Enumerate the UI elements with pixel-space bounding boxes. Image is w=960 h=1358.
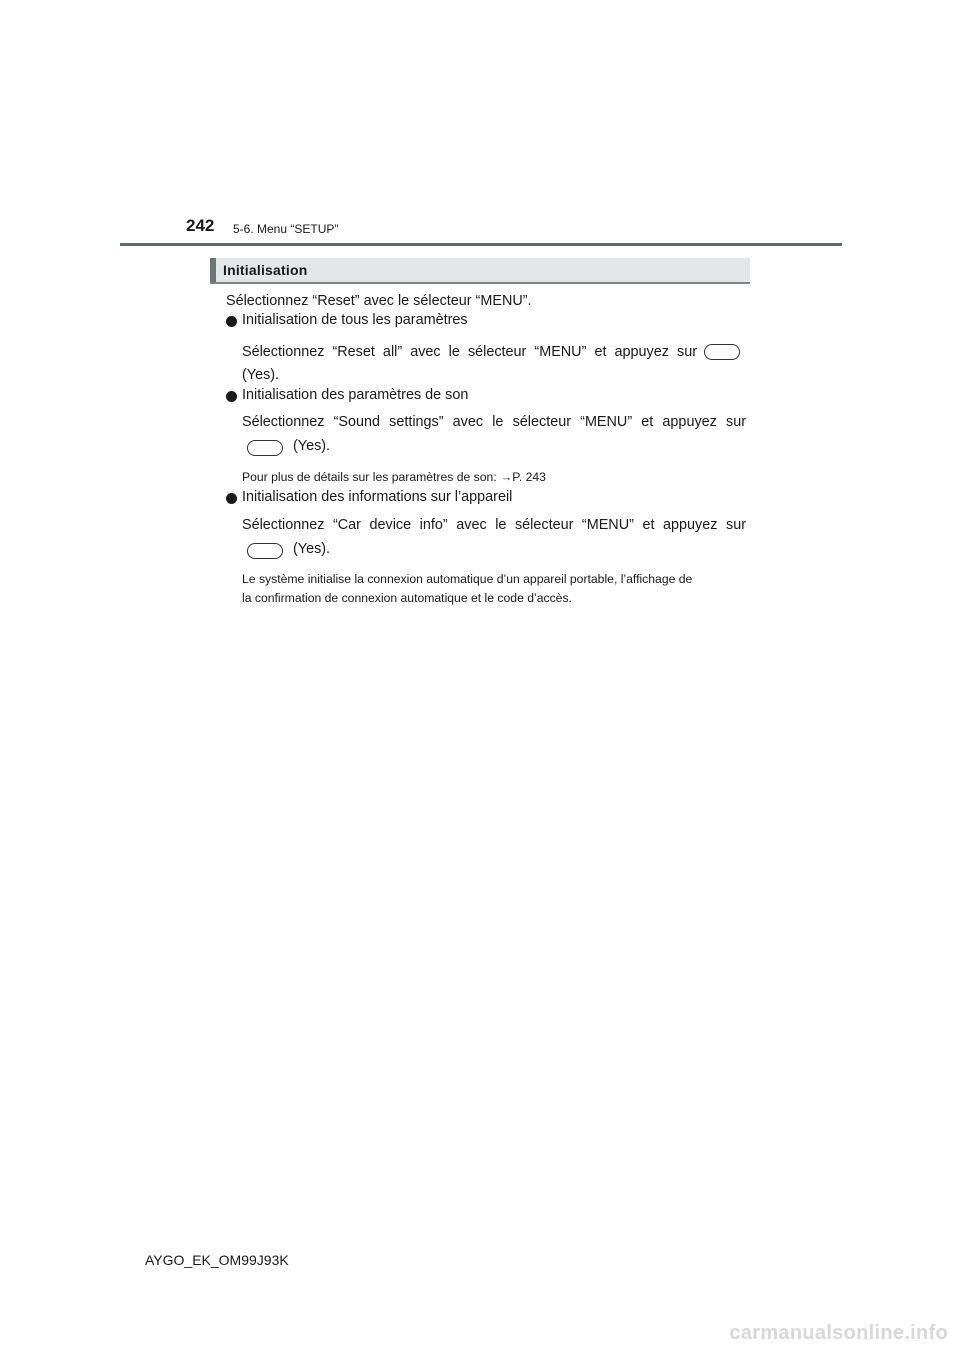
item3-suffix: (Yes). [293,541,331,557]
yes-button-icon [247,440,283,456]
intro-text: Sélectionnez “Reset” avec le sélecteur “MENU”. [226,293,532,309]
section-reference: 5-6. Menu “SETUP” [233,222,339,236]
yes-button-icon [704,344,740,360]
item2-note: Pour plus de détails sur les paramètres de son: →P. 243 [242,470,546,484]
document-code: AYGO_EK_OM99J93K [145,1252,289,1268]
item3-note-line1: Le système initialise la connexion automatique d’un appareil portable, l’affichage de [242,572,693,586]
page-number: 242 [186,216,215,235]
item3-heading: Initialisation des informations sur l’appareil [242,489,513,505]
item3-note-line2: la confirmation de connexion automatique et le code d’accès. [242,591,572,605]
item2-heading: Initialisation des paramètres de son [242,387,469,403]
yes-button-icon [247,543,283,559]
item1-heading: Initialisation de tous les paramètres [242,312,468,328]
bullet-icon [226,493,237,504]
bullet-icon [226,391,237,402]
watermark: carmanualsonline.info [729,1322,948,1344]
section-bar-accent [210,258,216,282]
item1-instruction: Sélectionnez “Reset all” avec le sélecteur “MENU” et appuyez sur [242,344,697,360]
item3-instruction: Sélectionnez “Car device info” avec le sélecteur “MENU” et appuyez sur [242,517,746,533]
bullet-icon [226,316,237,327]
item2-instruction: Sélectionnez “Sound settings” avec le sélecteur “MENU” et appuyez sur [242,414,746,430]
item1-suffix: (Yes). [242,367,280,383]
section-title: Initialisation [223,262,308,278]
header-divider [120,243,842,246]
item2-suffix: (Yes). [293,438,331,454]
section-header-bar [210,258,750,284]
